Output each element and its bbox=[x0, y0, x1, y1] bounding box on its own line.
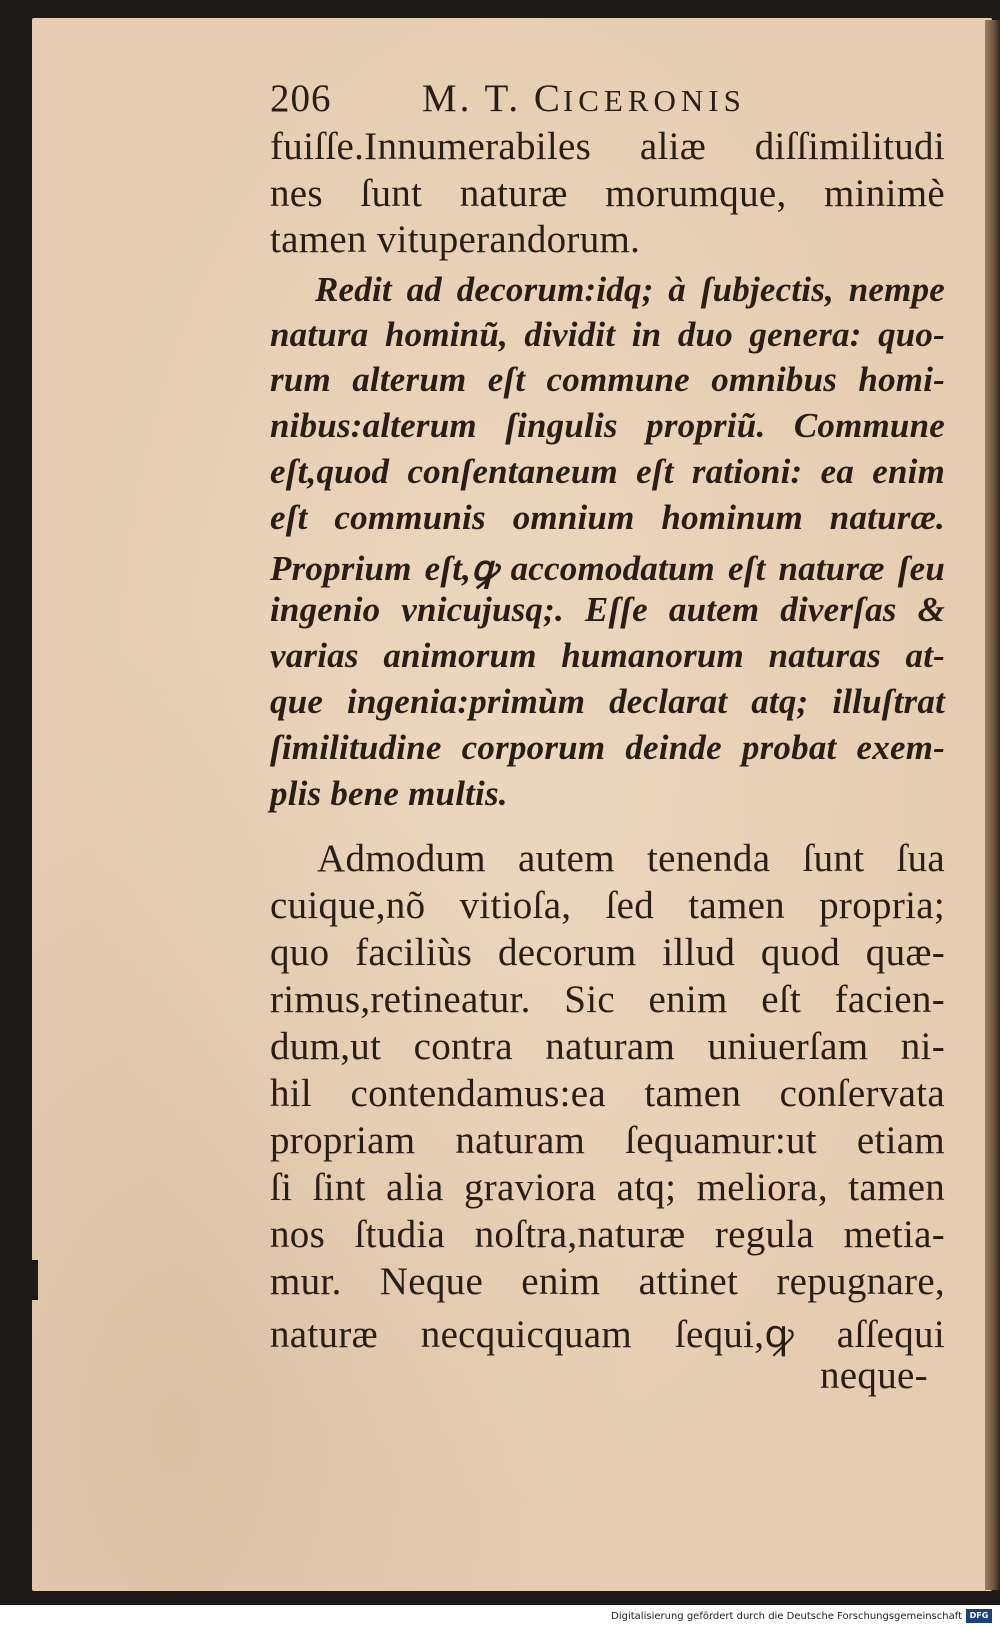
running-header bbox=[270, 76, 810, 126]
commentary-line: ingenio vnicujusq;. Eſſe autem diverſas & bbox=[270, 590, 945, 629]
commentary-line: eſt communis omnium hominum naturæ. bbox=[270, 498, 945, 537]
text-line: quo faciliùs decorum illud quod quæ- bbox=[270, 931, 945, 974]
commentary-line: que ingenia:primùm declarat atq; illuſtrat bbox=[270, 682, 945, 721]
commentary-line: Proprium eſt,ꝙ accomodatum eſt naturæ ſeu bbox=[270, 549, 945, 588]
text-line: naturæ necquicquam ſequi,ꝙ aſſequi bbox=[270, 1313, 945, 1356]
text-line: cuique,nõ vitioſa, ſed tamen propria; bbox=[270, 884, 945, 927]
page-notch bbox=[28, 1260, 38, 1300]
commentary-line: natura hominũ, dividit in duo genera: quo- bbox=[270, 315, 945, 354]
commentary-line: nibus:alterum ſingulis propriũ. Commune bbox=[270, 406, 945, 445]
text-line: dum,ut contra naturam uniuerſam ni- bbox=[270, 1025, 945, 1068]
commentary-line: ſimilitudine corporum deinde probat exem- bbox=[270, 728, 945, 767]
commentary-line: Redit ad decorum:idq; à ſubjectis, nempe bbox=[315, 270, 945, 309]
text-line: fuiſſe.Innumerabiles aliæ diſſimilitudi bbox=[270, 125, 945, 168]
text-line: nes ſunt naturæ morumque, minimè bbox=[270, 172, 945, 215]
running-title-prefix: M. T. C bbox=[422, 77, 563, 120]
text-line: Admodum autem tenenda ſunt ſua bbox=[317, 837, 945, 880]
text-line: rimus,retineatur. Sic enim eſt facien- bbox=[270, 978, 945, 1021]
dfg-logo: DFG bbox=[966, 1609, 992, 1623]
commentary-line: varias animorum humanorum naturas at- bbox=[270, 636, 945, 675]
page-number: 206 bbox=[270, 77, 332, 120]
commentary-line: plis bene multis. bbox=[270, 774, 508, 813]
text-line: nos ſtudia noſtra,naturæ regula metia- bbox=[270, 1213, 945, 1256]
text-line: propriam naturam ſequamur:ut etiam bbox=[270, 1119, 945, 1162]
page-edge bbox=[985, 20, 1000, 1590]
commentary-line: eſt,quod conſentaneum eſt rationi: ea enim bbox=[270, 452, 945, 491]
text-line: ſi ſint alia graviora atq; meliora, tamen bbox=[270, 1166, 945, 1209]
running-title bbox=[422, 76, 746, 121]
text-line: hil contendamus:ea tamen conſervata bbox=[270, 1072, 945, 1115]
running-title-smallcaps: ICERONIS bbox=[562, 83, 746, 118]
catchword: neque- bbox=[820, 1354, 928, 1397]
text-line: tamen vituperandorum. bbox=[270, 218, 641, 261]
commentary-line: rum alterum eſt commune omnibus homi- bbox=[270, 360, 945, 399]
digitization-credit: Digitalisierung gefördert durch die Deutsche Forschungsgemeinschaft bbox=[611, 1611, 962, 1622]
text-line: mur. Neque enim attinet repugnare, bbox=[270, 1260, 945, 1303]
